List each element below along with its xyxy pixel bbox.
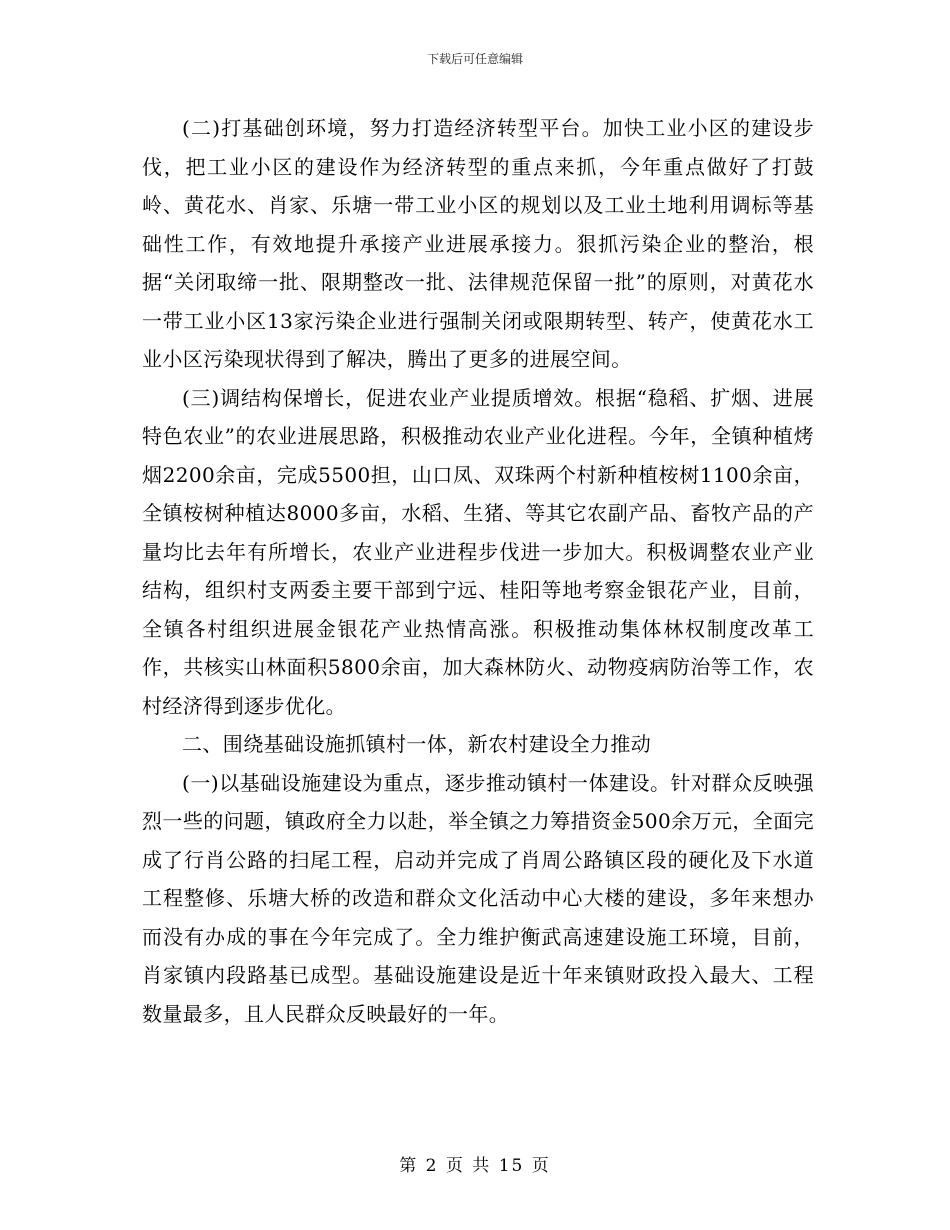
paragraph-infrastructure: (一)以基础设施建设为重点，逐步推动镇村一体建设。针对群众反映强烈一些的问题，镇政府全力以赴，举全镇之力筹措资金500余万元，全面完成了行肖公路的扫尾工程，启动并完成了肖周公路镇区段的硬化及下水道工程整修、乐塘大桥的改造和群众文化活动中心大楼的建设，多年来想办而没有办成的事在今年完成了。全力维护衡武高速建设施工环境，目前，肖家镇内段路基已成型。基础设施建设是近十年来镇财政投入最大、工程数量最多，且人民群众反映最好的一年。	[142, 770, 814, 1026]
document-body	[142, 109, 814, 1033]
section-heading-infrastructure: 二、围绕基础设施抓镇村一体，新农村建设全力推动	[182, 732, 652, 756]
paragraph-agriculture: (三)调结构保增长，促进农业产业提质增效。根据“稳稻、扩烟、进展特色农业”的农业进展思路，积极推动农业产业化进程。今年，全镇种植烤烟2200余亩，完成5500担，山口凤、双珠两个村新种植桉树1100余亩，全镇桉树种植达8000多亩，水稻、生猪、等其它农副产品、畜牧产品的产量均比去年有所增长，农业产业进程步伐进一步加大。积极调整农业产业结构，组织村支两委主要干部到宁远、桂阳等地考察金银花产业，目前，全镇各村组织进展金银花产业热情高涨。积极推动集体林权制度改革工作，共核实山林面积5800余亩，加大森林防火、动物疫病防治等工作，农村经济得到逐步优化。	[142, 385, 814, 718]
header-note: 下载后可任意编辑	[426, 52, 523, 66]
paragraph-industrial-zone: (二)打基础创环境，努力打造经济转型平台。加快工业小区的建设步伐，把工业小区的建设作为经济转型的重点来抓，今年重点做好了打鼓岭、黄花水、肖家、乐塘一带工业小区的规划以及工业土地利用调标等基础性工作，有效地提升承接产业进展承接力。狠抓污染企业的整治，根据“关闭取缔一批、限期整改一批、法律规范保留一批”的原则，对黄花水一带工业小区13家污染企业进行强制关闭或限期转型、转产，使黄花水工业小区污染现状得到了解决，腾出了更多的进展空间。	[142, 116, 814, 371]
page-number: 第 2 页 共 15 页	[399, 1156, 551, 1176]
